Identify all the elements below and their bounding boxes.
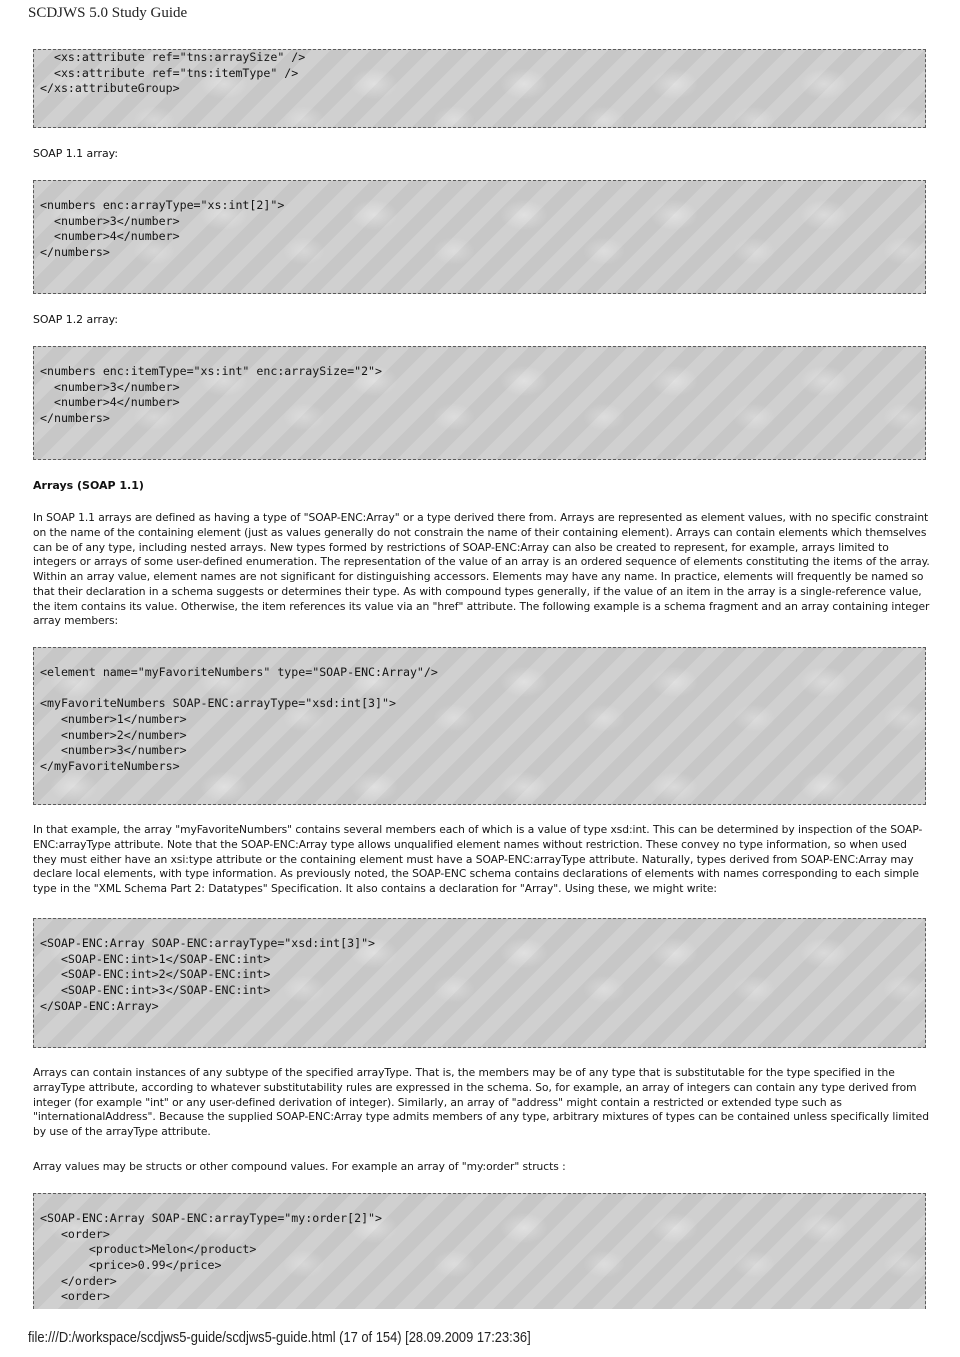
code-line: <number>3</number> (40, 379, 180, 394)
section-heading: Arrays (SOAP 1.1) (33, 479, 144, 492)
code-line (40, 681, 919, 697)
code-block-attribute-group (33, 49, 926, 128)
paragraph-arrays-intro: In SOAP 1.1 arrays are defined as having a type of "SOAP-ENC:Array" or a type derived there from. Arrays are represented as element values, with no specific constraint on the name of the containing element (just as values generally do not constrain the name of their containing element). Arrays can contain elements which themselves can be of any type, including nested arrays. New types formed by restrictions of SOAP-ENC:Array can also be created to represent, for example, arrays limited to integers or arrays of some user-defined enumeration. The representation of the value of an array is an ordered sequence of elements constituting the items of the array. Within an array value, element names are not significant for distinguishing accessors. Elements may have any name. In practice, elements will frequently be named so that their declaration in a schema suggests or determines their type. As with compound types generally, if the value of an item in the array is a single-reference value, the item contains its value. Otherwise, the item references its value via an "href" attribute. The following example is a schema fragment and an array containing integer array members: (33, 511, 930, 628)
code-line: <order> (40, 1226, 110, 1241)
code-block-soap12-array (33, 346, 926, 460)
code-block-favorite-numbers (33, 647, 926, 805)
code-line: <xs:attribute ref="tns:itemType" /> (40, 65, 299, 80)
code-line: <order> (40, 1289, 110, 1304)
code-block-order-array (33, 1193, 926, 1309)
code-line: <xs:attribute ref="tns:arraySize" /> (40, 50, 306, 64)
code-line: <price>0.99</price> (40, 1258, 222, 1273)
code-line: <myFavoriteNumbers SOAP-ENC:arrayType="xsd:int[3]"> (40, 696, 396, 711)
page-header-title: SCDJWS 5.0 Study Guide (28, 5, 188, 21)
code-line: <numbers enc:arrayType="xs:int[2]"> (40, 198, 285, 212)
code-line: <SOAP-ENC:int>2</SOAP-ENC:int> (40, 967, 271, 982)
paragraph-array-subtypes: Arrays can contain instances of any subtype of the specified arrayType. That is, the members may be of any type that is substitutable for the type specified in the arrayType attribute, according to whatever substitutability rules are expressed in the schema. So, for example, an array of integers can contain any type derived from integer (for example "int" or any user-defined derivation of integer). Similarly, an array of "address" might contain a restricted or extended type such as "internationalAddress". Because the supplied SOAP-ENC:Array type admits members of any type, arbitrary mixtures of types can be contained unless specifically limited by use of the arrayType attribute. (33, 1066, 929, 1138)
code-line: <SOAP-ENC:Array SOAP-ENC:arrayType="my:order[2]"> (40, 1211, 383, 1225)
code-line: <number>3</number> (40, 743, 187, 758)
paragraph-array-example-explanation: In that example, the array "myFavoriteNumbers" contains several members each of which is a value of type xsd:int. This can be determined by inspection of the SOAP-ENC:arrayType attribute. Note that the SOAP-ENC:Array type allows unqualified element names without restriction. These convey no type information, so when used they must either have an xsi:type attribute or the containing element must have a SOAP-ENC:arrayType attribute. Naturally, types derived from SOAP-ENC:Array may declare local elements, with type information. As previously noted, the SOAP-ENC schema contains declarations of elements with names corresponding to each simple type in the "XML Schema Part 2: Datatypes" Specification. It also contains a declaration for "Array". Using these, we might write: (33, 823, 923, 895)
code-line: <SOAP-ENC:Array SOAP-ENC:arrayType="xsd:int[3]"> (40, 936, 376, 950)
code-line: <element name="myFavoriteNumbers" type="SOAP-ENC:Array"/> (40, 665, 438, 679)
code-line: <number>2</number> (40, 727, 187, 742)
caption-soap12-array: SOAP 1.2 array: (33, 313, 118, 326)
page-footer-path: file:///D:/workspace/scdjws5-guide/scdjws5-guide.html (17 of 154) [28.09.2009 17:23:36] (28, 1329, 531, 1346)
code-line: <number>3</number> (40, 213, 180, 228)
code-line: </numbers> (40, 245, 110, 260)
paragraph-array-structs: Array values may be structs or other compound values. For example an array of "my:order" structs : (33, 1160, 566, 1173)
caption-soap11-array: SOAP 1.1 array: (33, 147, 118, 160)
code-line: </xs:attributeGroup> (40, 81, 180, 96)
code-line: <numbers enc:itemType="xs:int" enc:arraySize="2"> (40, 364, 383, 378)
code-line: <SOAP-ENC:int>1</SOAP-ENC:int> (40, 951, 271, 966)
code-line: <number>1</number> (40, 712, 187, 727)
code-line: </numbers> (40, 411, 110, 426)
code-line: <SOAP-ENC:int>3</SOAP-ENC:int> (40, 983, 271, 998)
code-line: <number>4</number> (40, 229, 180, 244)
code-block-soap11-array (33, 180, 926, 294)
code-line: <product>Melon</product> (40, 1242, 257, 1257)
code-block-soap-enc-array (33, 918, 926, 1048)
code-line: </myFavoriteNumbers> (40, 759, 180, 774)
code-line: <number>4</number> (40, 395, 180, 410)
code-line: </SOAP-ENC:Array> (40, 998, 159, 1013)
code-line: </order> (40, 1273, 117, 1288)
